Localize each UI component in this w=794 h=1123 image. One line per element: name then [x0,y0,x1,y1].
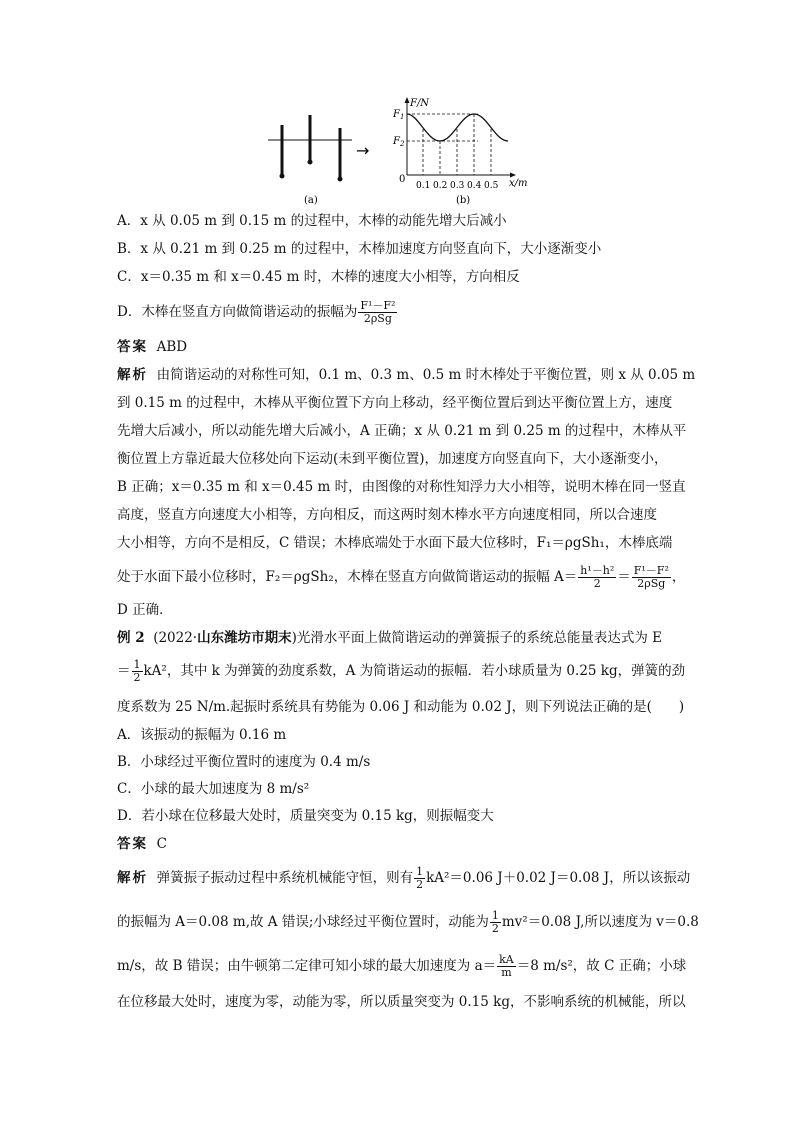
q2-answer: 答案 C [117,836,167,852]
q1-analysis-line-5: B 正确；x＝0.35 m 和 x＝0.45 m 时，由图像的对称性知浮力大小相等，说明木棒在同一竖直 [117,479,686,495]
q1-analysis-line-6: 高度，竖直方向速度大小相等，方向相反，而这两时刻木棒水平方向速度相同，所以合速度 [117,507,657,523]
x-tick-2: 0.2 [433,181,448,191]
q2-analysis-line-2: 的振幅为 A＝0.08 m,故 A 错误;小球经过平衡位置时，动能为 $\frac{1}{2}$ mv²＝0.08 J,所以速度为 v＝0.8 [117,909,699,935]
y-tick-f2: $F_2$ [393,136,405,148]
q2-stem-line-2: ＝ $\frac{1}{2}$ kA²，其中 k 为弹簧的劲度系数，A 为简谐运动的振幅．若小球质量为 0.25 kg，弹簧的劲 [117,658,686,684]
arrow-glyph: → [356,141,370,160]
q1-analysis-line-2: 到 0.15 m 的过程中，木棒从平衡位置下方向上移动，经平衡位置后到达平衡位置上方，速度 [117,395,673,411]
q2-option-d: D．若小球在位移最大处时，质量突变为 0.15 kg，则振幅变大 [117,808,494,824]
x-tick-1: 0.1 [416,181,431,191]
q1-option-d-fraction: $\frac{\text{F¹－F²}}{\text{2ρSg}}$ [360,299,396,325]
label-a: (a) [304,195,318,206]
q2-option-c: C．小球的最大加速度为 8 m/s² [117,781,310,797]
rod-left-tip [280,174,285,179]
label-b: (b) [456,195,471,206]
x-tick-5: 0.5 [484,181,499,191]
force-curve [407,114,508,141]
q2-analysis-line-4: 在位移最大处时，速度为零，动能为零，所以质量突变为 0.15 kg，不影响系统的机械能，所以 [117,994,686,1010]
q1-analysis-line-9: D 正确． [117,602,173,618]
origin-label: 0 [399,174,406,185]
q1-answer: 答案 ABD [117,339,188,355]
q2-analysis-fraction-1: $\frac{1}{2}$ [416,865,424,891]
q1-amplitude-fraction-f: $\frac{\text{F¹－F²}}{\text{2ρSg}}$ [633,564,669,590]
q1-analysis-line-1: 解析 由简谐运动的对称性可知，0.1 m、0.3 m、0.5 m 时木棒处于平衡位置，则 x 从 0.05 m [117,367,696,383]
x-axis-arrow [510,173,516,178]
q1-analysis-line-3: 先增大后减小，所以动能先增大后减小，A 正确；x 从 0.21 m 到 0.25 m 的过程中，木棒从平 [117,423,687,439]
q2-analysis-line-1: 解析 弹簧振子振动过程中系统机械能守恒，则有 $\frac{1}{2}$ kA²＝0.06 J＋0.02 J＝0.08 J，所以该振动 [117,865,691,891]
q2-analysis-fraction-2: $\frac{1}{2}$ [491,909,499,935]
x-tick-4: 0.4 [467,181,482,191]
q1-analysis-line-8: 处于水面下最小位移时，F₂＝ρgSh₂，木棒在竖直方向做简谐运动的振幅 A＝ $\frac{\text{h¹－h²}}{2}$ ＝ $\frac{\text{F¹－F²}}{\text{2ρSg}}$ ， [117,564,686,590]
figure [260,95,540,207]
q1-option-d: D．木棒在竖直方向做简谐运动的振幅为 $\frac{\text{F¹－F²}}{\text{2ρSg}}$ [117,299,396,325]
q1-analysis-line-7: 大小相等，方向不是相反，C 错误；木棒底端处于水面下最大位移时，F₁＝ρgSh₁，木棒底端 [117,535,673,551]
rod-right-tip [338,177,343,182]
rod-middle-tip [308,160,313,165]
q2-option-b: B．小球经过平衡位置时的速度为 0.4 m/s [117,754,371,770]
q2-energy-fraction: $\frac{1}{2}$ [133,658,141,684]
y-axis-arrow [405,97,410,103]
y-tick-f1: $F_1$ [393,109,405,121]
x-axis-label: x/m [509,178,528,189]
q1-option-b: B．x 从 0.21 m 到 0.25 m 的过程中，木棒加速度方向竖直向下，大小逐渐变小 [117,241,602,257]
x-tick-3: 0.3 [450,181,465,191]
q2-analysis-line-3: m/s，故 B 错误；由牛顿第二定律可知小球的最大加速度为 a＝ $\frac{kA}{m}$ ＝8 m/s²，故 C 正确；小球 [117,953,687,979]
q2-stem-line-3: 度系数为 25 N/m.起振时系统具有势能为 0.06 J 和动能为 0.02 J，则下列说法正确的是( ) [117,699,685,715]
q1-option-a: A．x 从 0.05 m 到 0.15 m 的过程中，木棒的动能先增大后减小 [117,213,507,229]
y-axis-label: F/N [410,98,430,109]
q1-analysis-line-4: 衡位置上方靠近最大位移处向下运动(未到平衡位置)，加速度方向竖直向下，大小逐渐变小， [117,451,668,467]
q2-option-a: A．该振动的振幅为 0.16 m [117,727,287,743]
q2-stem-line-1: 例 2 (2022·山东潍坊市期末)光滑水平面上做简谐运动的弹簧振子的系统总能量表达式为 E [117,630,663,646]
q1-option-c: C．x＝0.35 m 和 x＝0.45 m 时，木棒的速度大小相等，方向相反 [117,269,520,285]
q1-amplitude-fraction-h: $\frac{\text{h¹－h²}}{2}$ [580,564,615,590]
q2-analysis-fraction-3: $\frac{kA}{m}$ [499,953,514,979]
